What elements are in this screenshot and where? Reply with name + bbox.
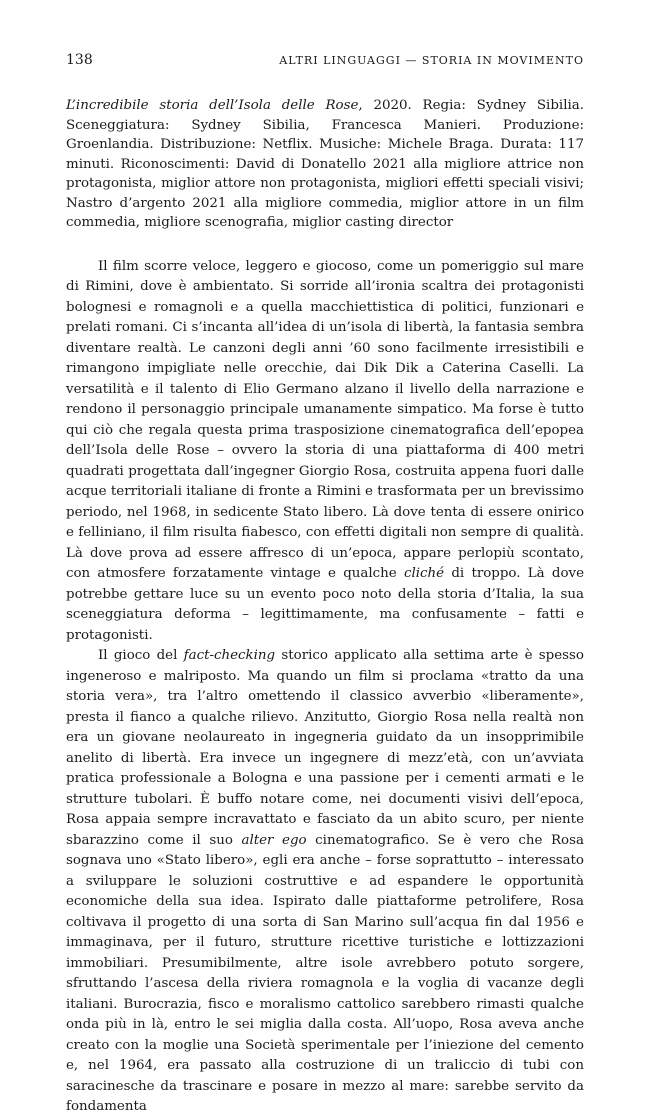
paragraph-text: di troppo. Là dove potrebbe gettare luce su un evento poco noto della storia d’Italia, la sua sceneggiatura deforma – legittimamente, ma confusamente – fatti e protagonisti. [66, 566, 584, 643]
section-title: ALTRI LINGUAGGI — STORIA IN MOVIMENTO [279, 54, 584, 67]
running-head [66, 52, 584, 72]
italic-term: cliché [403, 566, 445, 581]
italic-term: alter ego [241, 832, 307, 848]
paragraph-fact-checking [66, 646, 584, 1118]
body-text [66, 96, 584, 1118]
paragraph-review [66, 257, 584, 647]
paragraph-text: Il gioco del [98, 648, 184, 663]
credits-text: , 2020. Regia: Sydney Sibilia. Sceneggiatura: Sydney Sibilia, Francesca Manieri. Produzione: Groenlandia. Distribuzione: Netflix. Musiche: Michele Braga. Durata: 117 minuti. Riconoscimenti: David di Donatello 2021 alla migliore attrice non protagonista, miglior attore non protagonista, migliori effetti speciali visivi; Nastro d’argento 2021 alla migliore commedia, miglior attore in un film commedia, migliore scenografia, miglior casting director [66, 98, 584, 230]
page-number: 138 [66, 52, 93, 68]
paragraph-text: cinematografico. Se è vero che Rosa sognava uno «Stato libero», egli era anche – forse soprattutto – interessato a sviluppare le soluzioni costruttive e ad espandere le opportunità economiche della sua idea. Ispirato dalle piattaforme petrolifere, Rosa coltivava il progetto di una sorta di San Marino sull’acqua fin dal 1956 e immaginava, per il futuro, strutture ricettive turistiche e lottizzazioni immobiliari. Presumibilmente, altre isole avrebbero potuto sorgere, sfruttando l’ascesa della riviera romagnola e la voglia di vacanze degli italiani. Burocrazia, fisco e moralismo cattolico sarebbero rimasti qualche onda più in là, entro le sei miglia dalla costa. All’uopo, Rosa aveva anche creato con la moglie una Società sperimentale per l’iniezione del cemento e, nel 1964, era passato alla costruzione di un traliccio di tubi con saracinesche da trascinare e posare in mezzo al mare: sarebbe servito da fondamenta [66, 832, 584, 1114]
italic-term: fact-checking [183, 648, 276, 663]
film-credits [66, 96, 584, 233]
paragraph-text: Il film scorre veloce, leggero e giocoso, come un pomeriggio sul mare di Rimini, dove è ambientato. Si sorride all’ironia scaltra dei protagonisti bolognesi e romagnoli e a quella macchiettistica di politici, funzionari e prelati romani. Ci s’incanta all’idea di un’isola di libertà, la fantasia sembra diventare realtà. Le canzoni degli anni ’60 sono facilmente irresistibili e rimangono impigliate nelle orecchie, dai Dik Dik a Caterina Caselli. La versatilità e il talento di Elio Germano alzano il livello della narrazione e rendono il personaggio principale umanamente simpatico. Ma forse è tutto qui ciò che regala questa prima trasposizione cinematografica dell’epopea dell’Isola delle Rose – ovvero la storia di una piattaforma di 400 metri quadrati progettata dall’ingegner Giorgio Rosa, costruita appena fuori dalle acque territoriali italiane di fronte a Rimini e trasformata per un brevissimo periodo, nel 1968, in sedicente Stato libero. Là dove tenta di essere onirico e felliniano, il film risulta fiabesco, con effetti digitali non sempre di qualità. Là dove prova ad essere affresco di un’epoca, appare perlopiù scontato, con atmosfere forzatamente vintage e qualche [66, 258, 584, 581]
film-title: L’incredibile storia dell’Isola delle Rose [66, 98, 359, 113]
paragraph-text: storico applicato alla settima arte è spesso ingeneroso e malriposto. Ma quando un film si proclama «tratto da una storia vera», tra l’altro omettendo il classico avverbio «liberamente», presta il fianco a qualche rilievo. Anzitutto, Giorgio Rosa nella realtà non era un giovane neolaureato in ingegneria guidato da un insopprimibile anelito di libertà. Era invece un ingegnere di mezz’età, con un’avviata pratica professionale a Bologna e una passione per i cementi armati e le strutture tubolari. È buffo notare come, nei documenti visivi dell’epoca, Rosa appaia sempre incravattato e fasciato da un abito scuro, per niente sbarazzino come il suo [66, 648, 584, 848]
